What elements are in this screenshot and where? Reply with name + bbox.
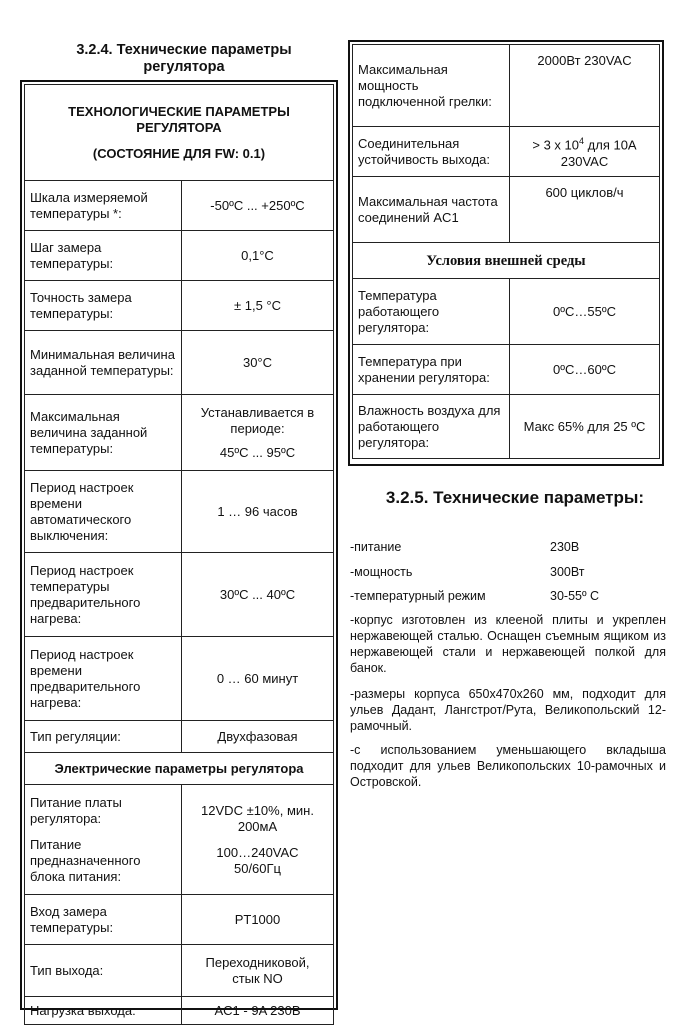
row-label: Шкала измеряемой температуры *: <box>25 181 182 231</box>
spec-key: -мощность <box>350 565 413 579</box>
table-row <box>25 553 334 637</box>
row-label: Тип выхода: <box>25 945 182 997</box>
value-exponent: 4 <box>579 136 585 147</box>
row-value: 30ºC ... 40ºC <box>182 553 334 637</box>
table-row <box>353 127 660 177</box>
row-value <box>182 395 334 471</box>
power-board-label: Питание платы регулятора: <box>30 794 122 826</box>
row-label <box>25 785 182 895</box>
row-value: 0,1°C <box>182 231 334 281</box>
spec-value: 300Вт <box>550 565 585 579</box>
row-label: Температура работающего регулятора: <box>353 279 510 345</box>
row-value: 0 … 60 минут <box>182 637 334 721</box>
section-heading-3-2-4: 3.2.4. Технические параметры регулятора <box>76 42 292 75</box>
regulator-parameters-table-continued <box>348 40 664 466</box>
row-value: 0ºC…55ºC <box>510 279 660 345</box>
power-board-value: 12VDC ±10%, мин. 200мА <box>201 802 314 834</box>
row-label: Шаг замера температуры: <box>25 231 182 281</box>
row-value: Макс 65% для 25 ºC <box>510 395 660 459</box>
row-label: Соединительная устойчивость выхода: <box>353 127 510 177</box>
row-value: AC1 - 9A 230В <box>182 997 334 1025</box>
row-value: 1 … 96 часов <box>182 471 334 553</box>
row-label: Период настроек температуры предварительного нагрева: <box>25 553 182 637</box>
row-value: 0ºC…60ºC <box>510 345 660 395</box>
row-label: Нагрузка выхода: <box>25 997 182 1025</box>
row-label: Температура при хранении регулятора: <box>353 345 510 395</box>
table-row <box>353 45 660 127</box>
table-row <box>25 895 334 945</box>
row-value: 30°C <box>182 331 334 395</box>
row-value <box>510 127 660 177</box>
table-row <box>25 785 334 895</box>
row-label: Вход замера температуры: <box>25 895 182 945</box>
spec-value: 230В <box>550 540 580 554</box>
section-title-electrical: Электрические параметры регулятора <box>25 753 334 785</box>
table-row <box>353 279 660 345</box>
power-supply-value: 100…240VAC 50/60Гц <box>216 844 299 876</box>
table-title <box>25 85 334 181</box>
row-value: Переходниковой, стык NO <box>182 945 334 997</box>
table-row <box>25 721 334 753</box>
row-label: Точность замера температуры: <box>25 281 182 331</box>
row-label: Период настроек времени автоматического выключения: <box>25 471 182 553</box>
table-row <box>25 471 334 553</box>
section-title-environment: Условия внешней среды <box>353 243 660 279</box>
power-supply-label: Питание предназначенного блока питания: <box>30 836 141 884</box>
table-row <box>353 345 660 395</box>
value-text: > 3 x 10 <box>532 137 580 153</box>
table-title-state: (СОСТОЯНИЕ ДЛЯ FW: 0.1) <box>92 145 266 161</box>
table-row <box>25 945 334 997</box>
row-value-line: Устанавливается в периоде: <box>200 404 315 436</box>
table-row <box>353 395 660 459</box>
spec-value: 30-55º C <box>550 589 600 603</box>
section-heading-3-2-5: 3.2.5. Технические параметры: <box>385 488 645 507</box>
table-title-main: ТЕХНОЛОГИЧЕСКИЕ ПАРАМЕТРЫ РЕГУЛЯТОРА <box>68 103 290 135</box>
row-value <box>182 785 334 895</box>
table-row <box>353 177 660 243</box>
spec-key: -температурный режим <box>350 589 486 603</box>
table-row <box>25 331 334 395</box>
row-value: -50ºC ... +250ºC <box>182 181 334 231</box>
row-value: Двухфазовая <box>182 721 334 753</box>
body-paragraph: -корпус изготовлен из клееной плиты и укреплен нержавеющей сталью. Оснащен съемным ящиком из нержавеющей стали и нержавеющей полкой для банок. <box>350 613 666 675</box>
table-row <box>25 281 334 331</box>
regulator-parameters-table <box>20 80 338 1018</box>
spec-key: -питание <box>350 540 402 554</box>
body-paragraph: -размеры корпуса 650х470х260 мм, подходит для ульев Дадант, Лангстрот/Рута, Великопольский 12-рамочный. <box>350 687 666 733</box>
table-row <box>25 637 334 721</box>
row-value: 600 циклов/ч <box>510 177 660 243</box>
row-value: PT1000 <box>182 895 334 945</box>
table-row <box>25 395 334 471</box>
row-value: ± 1,5 °C <box>182 281 334 331</box>
body-paragraph: -с использованием уменьшающего вкладыша подходит для ульев Великопольских 10-рамочных и Островской. <box>350 743 666 789</box>
row-label: Минимальная величина заданной температуры: <box>25 331 182 395</box>
row-value: 2000Вт 230VAC <box>510 45 660 127</box>
row-label: Влажность воздуха для работающего регулятора: <box>353 395 510 459</box>
row-label: Максимальная частота соединений AC1 <box>353 177 510 243</box>
row-label: Максимальная величина заданной температуры: <box>25 395 182 471</box>
table-row <box>25 181 334 231</box>
row-label: Максимальная мощность подключенной грелки: <box>353 45 510 127</box>
value-text: для 10A 230VAC <box>560 137 637 169</box>
row-label: Период настроек времени предварительного нагрева: <box>25 637 182 721</box>
table-row <box>25 997 334 1025</box>
table-row <box>25 231 334 281</box>
row-value-range: 45ºC ... 95ºC <box>219 444 296 460</box>
row-label: Тип регуляции: <box>25 721 182 753</box>
